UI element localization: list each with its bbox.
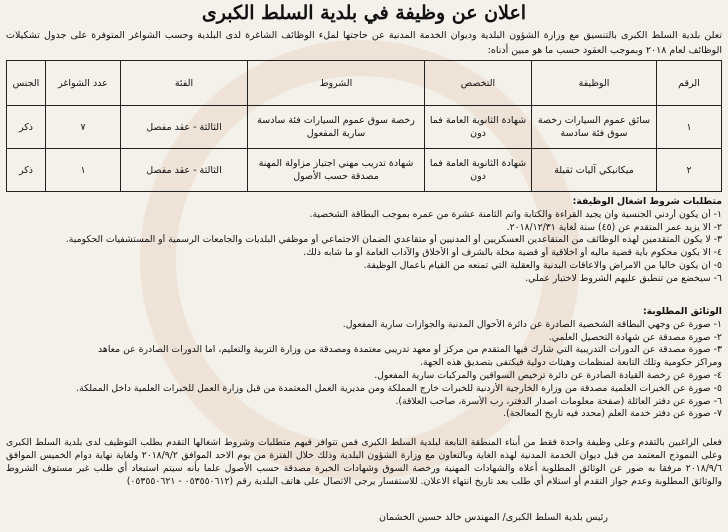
cell-job: ميكانيكي آليات ثقيلة <box>532 149 657 192</box>
cell-category: الثالثة - عقد مفصل <box>121 149 248 192</box>
cell-specialty: شهادة الثانوية العامة فما دون <box>425 106 532 149</box>
cell-number: ٢ <box>657 149 722 192</box>
list-item: ٣- لا يكون المتقدمين لهذه الوظائف من المتقاعدين العسكريين أو المدنيين أو متقاعدي الضمان الاجتماعي أو موظفي البلديات والجامعات الرسمية أو المستشفيات الحكومية. <box>65 234 722 246</box>
list-item: ٦- سيخضع من تنطبق عليهم الشروط لاختبار عملي. <box>525 272 722 284</box>
header-job: الوظيفة <box>532 61 657 106</box>
header-category: الفئة <box>121 61 248 106</box>
list-item: ٦- صورة عن دفتر العائلة (صفحة معلومات اصدار الدفتر، رب الأسرة، صاحب العلاقة). <box>395 395 722 407</box>
list-item: ١- أن يكون أردني الجنسية وان يجيد القراءة والكتابة واتم الثامنة عشرة من عمره بموجب البطاقة الشخصية. <box>309 208 722 220</box>
documents-heading: الوثائق المطلوبة: <box>642 306 722 317</box>
cell-category: الثالثة - عقد مفصل <box>121 106 248 149</box>
conditions-heading: متطلبات شروط اشغال الوظيفة: <box>572 196 722 207</box>
header-specialty: التخصص <box>425 61 532 106</box>
list-item: ٢- صورة مصدقة عن شهادة التحصيل العلمي. <box>548 331 722 343</box>
intro-paragraph: تعلن بلدية السلط الكبرى بالتنسيق مع وزارة الشؤون البلدية وديوان الخدمة المدنية عن حاجتها لملء الوظائف الشاغرة لدى البلدية وحسب الشواغر المتوفرة على جدول تشكيلات الوظائف لعام ٢٠١٨ وبموجب العقود حسب ما هو مبين أدناه: <box>6 30 722 56</box>
list-item: ١- صورة عن وجهي البطاقة الشخصية الصادرة عن دائرة الأحوال المدنية والجوازات سارية المفعول. <box>342 318 722 330</box>
table-row <box>7 149 722 192</box>
header-conditions: الشروط <box>248 61 425 106</box>
list-item: ٧- صورة عن دفتر خدمة العلم (محدد فيه تاريخ المعالجة). <box>503 408 722 420</box>
list-item: ٥- صورة عن الخبرات العلمية مصدقة من وزارة الخارجية الأردنية للخبرات خارج المملكة ومن مديرية العمل المعتمدة من قبل وزارة العمل للخبرات العلمية داخل المملكة. <box>76 382 722 394</box>
signature-line: رئيس بلدية السلط الكبرى/ المهندس خالد حسين الخشمان <box>378 512 608 523</box>
closing-paragraph: فعلى الراغبين بالتقدم وعلى وظيفة واحدة فقط من أبناء المنطقة التابعة لبلدية السلط الكبرى فمن تتوافر فيهم متطلبات وشروط اشغالها التقدم بطلب التوظيف لدى بلدية السلط الكبرى وعلى النموذج المعتمد من قبل ديوان الخدمة المدنية لهذه الغاية وبالتعاون مع وزارة الشؤون البلدية وذلك خلال الفترة من يوم الاحد الموافق ٢٠١٨/٩/٢ ولغاية نهاية دوام الخميس الموافق ٢٠١٨/٩/٦ مرفقا به صور عن الوثائق المطلوبة أعلاه والشهادات المهنية ورخصة السوق وشهادات الخبرة مصدقة حسب الأصول علما بأنه سيتم استبعاد أي طلب غير مستوف الشروط والوثائق المطلوبة وعدم جواز التقدم أو استلام أي طلب بعد تاريخ انتهاء الاعلان. للاستفسار يرجى الاتصال على هاتف البلدية رقم (٠٥٣٥٥٠٦١٢ - ٠٥٣٥٥٠٦٢١) <box>6 437 723 487</box>
documents-section <box>6 306 722 421</box>
cell-gender: ذكر <box>7 149 46 192</box>
cell-gender: ذكر <box>7 106 46 149</box>
list-item: ٥- ان يكون خاليا من الامراض والاعاقات البدنية والعقلية التي تمنعه من القيام بأعمال الوظيفة. <box>363 259 722 271</box>
cell-conditions: رخصة سوق عموم السيارات فئة سادسة سارية المفعول <box>248 106 425 149</box>
conditions-section <box>6 196 722 286</box>
list-item: ومراكز حكومية وتلك التابعة لمنظمات وهيئات دولية فيكتفى بتصديق هذه الجهة. <box>420 357 722 369</box>
header-gender: الجنس <box>7 61 46 106</box>
table-row <box>7 106 722 149</box>
header-number: الرقم <box>657 61 722 106</box>
cell-specialty: شهادة الثانوية العامة فما دون <box>425 149 532 192</box>
header-vacancies: عدد الشواغر <box>46 61 121 106</box>
list-item: ٣- صورة مصدقة عن الدورات التدريبية التي شارك فيها المتقدم من مركز أو معهد تدريبي معتمدة ومصدقة من وزارة التربية والتعليم، اما الدورات الصادرة عن معاهد <box>98 344 722 356</box>
list-item: ٤- صورة عن رخصة القيادة الصادرة عن دائرة ترخيص السواقين والمركبات سارية المفعول. <box>374 369 722 381</box>
announcement-title: اعلان عن وظيفة في بلدية السلط الكبرى <box>201 2 527 24</box>
cell-number: ١ <box>657 106 722 149</box>
table-header-row <box>7 61 722 106</box>
cell-conditions: شهادة تدريب مهني اجتياز مزاولة المهنة مصدقة حسب الأصول <box>248 149 425 192</box>
list-item: ٢- الا يزيد عمر المتقدم عن (٤٥) سنة لغاية ٢٠١٨/١٢/٣١. <box>506 221 722 233</box>
cell-vacancies: ١ <box>46 149 121 192</box>
cell-vacancies: ٧ <box>46 106 121 149</box>
cell-job: سائق عموم السيارات رخصة سوق فئة سادسة <box>532 106 657 149</box>
jobs-table <box>6 60 722 192</box>
list-item: ٤- الا يكون محكوم بأية قضية ماليه أو اخلاقية أو قضية مخلة بالشرف أو الأخلاق والآداب العامة أو ما شابه ذلك. <box>303 247 722 259</box>
